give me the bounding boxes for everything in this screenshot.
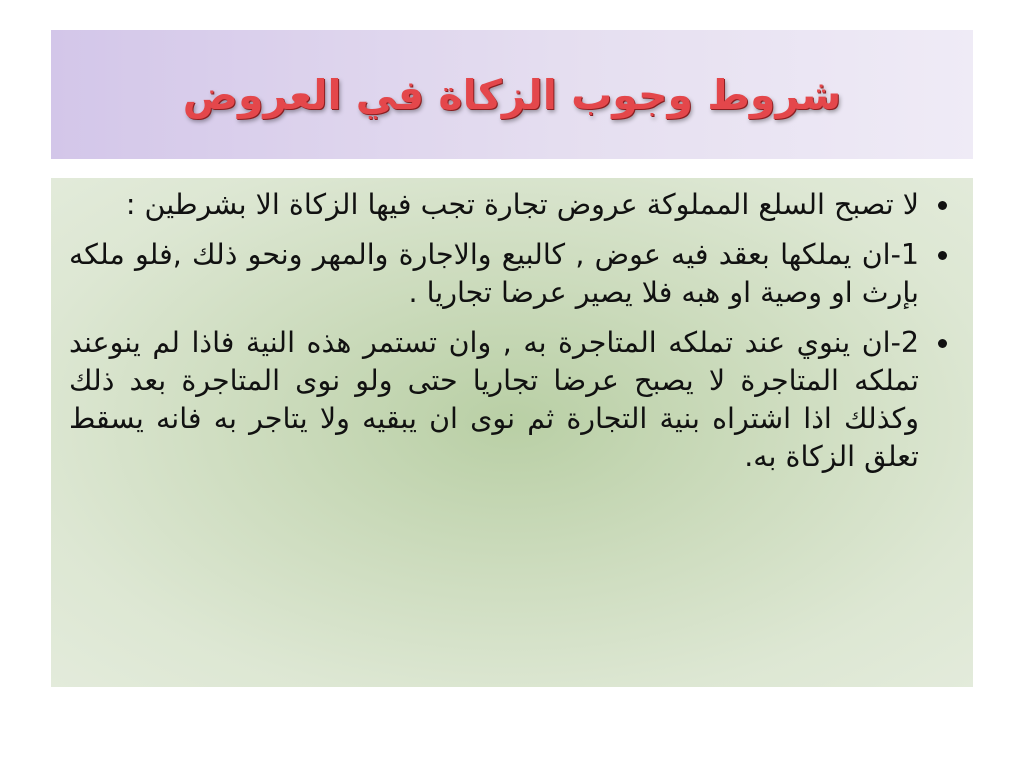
bullet-item-2 bbox=[69, 236, 947, 312]
bullet-text: 2-ان ينوي عند تملكه المتاجرة به , وان تستمر هذه النية فاذا لم ينوعند تملكه المتاجرة لا يصبح عرضا تجاريا حتى ولو نوى المتاجرة بعد ذلك وكذلك اذا اشتراه بنية التجارة ثم نوى ان يبقيه ولا يتاجر به فانه يسقط تعلق الزكاة به. bbox=[69, 326, 919, 473]
title-panel bbox=[51, 30, 973, 159]
bullet-dot-icon bbox=[938, 251, 947, 260]
bullet-text: لا تصبح السلع المملوكة عروض تجارة تجب فيها الزكاة الا بشرطين : bbox=[125, 188, 919, 221]
bullet-dot-icon bbox=[938, 339, 947, 348]
slide-title: شروط وجوب الزكاة في العروض bbox=[182, 70, 842, 119]
content-panel bbox=[51, 178, 973, 687]
bullet-item-3 bbox=[69, 324, 947, 476]
bullet-item-1 bbox=[69, 186, 947, 224]
bullet-dot-icon bbox=[938, 201, 947, 210]
bullet-text: 1-ان يملكها بعقد فيه عوض , كالبيع والاجارة والمهر ونحو ذلك ,فلو ملكه بإرث او وصية او هبه فلا يصير عرضا تجاريا . bbox=[69, 238, 919, 309]
bullet-list bbox=[69, 186, 947, 476]
